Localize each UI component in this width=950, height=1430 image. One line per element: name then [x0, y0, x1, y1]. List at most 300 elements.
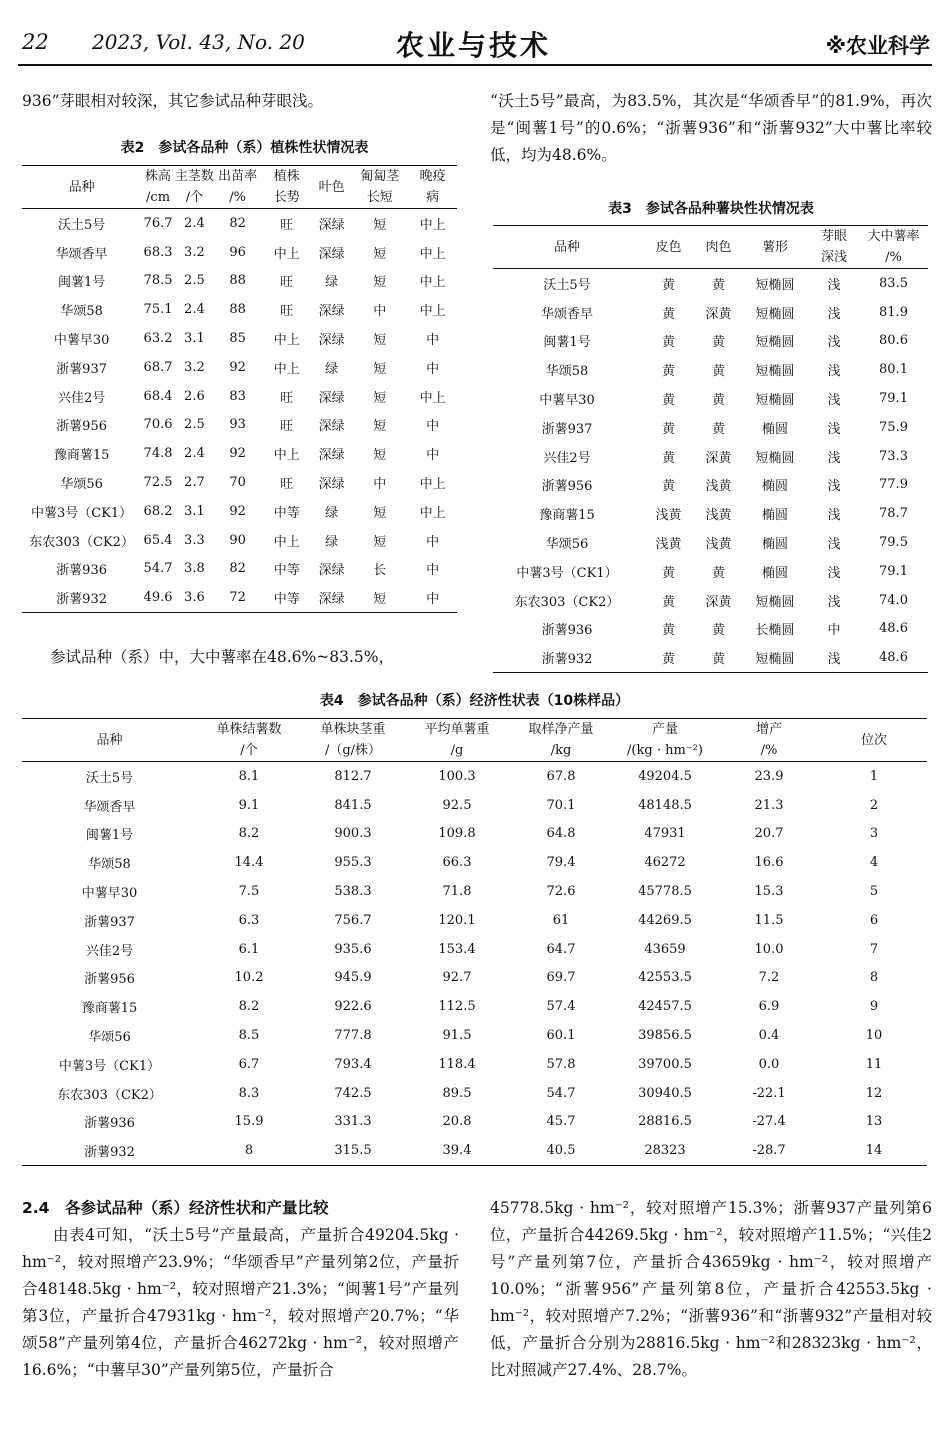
table-cell: 5	[869, 884, 879, 900]
table2-header-4: 植株	[273, 169, 300, 184]
table-cell: 中上	[273, 333, 300, 349]
table-cell: 109.8	[438, 826, 476, 842]
table-cell: 中	[426, 563, 440, 579]
table-cell: 92.7	[442, 970, 472, 986]
table-cell: 3.1	[184, 503, 205, 519]
table-cell: 7.2	[758, 970, 780, 986]
table-cell: 短	[373, 275, 387, 291]
table-row	[22, 935, 927, 964]
table-row	[22, 238, 457, 267]
table4-header-1-unit: /个	[197, 740, 301, 762]
table-cell: 浙薯937	[541, 421, 593, 437]
table-cell: 黄	[711, 335, 725, 351]
table-cell: 78.5	[143, 273, 173, 289]
table-cell: 85	[229, 331, 246, 347]
table-cell: -27.4	[752, 1114, 786, 1130]
table-cell: -22.1	[752, 1085, 786, 1101]
table3-header-4-unit: 深浅	[809, 247, 859, 269]
table-cell: 中上	[273, 246, 300, 262]
table-cell: 6.9	[758, 999, 780, 1015]
paragraph-text: “沃土5号”最高，为83.5%，其次是“华颂香早”的81.9%，再次是“闽薯1号”的0.6%；“浙薯936”和“浙薯932”大中薯比率较低，均为48.6%。	[490, 92, 932, 164]
paragraph-text: 45778.5kg · hm⁻²，较对照增产15.3%；浙薯937产量列第6位，产量折合44269.5kg · hm⁻²，较对照增产11.5%；“兴佳2号”产量列第7位，产量折合43659kg · hm⁻²，较对照增产10.0%；“浙薯956”产量列第8位，产量折合42553.5kg · hm⁻²，较对照增产7.2%；“浙薯936”和“浙薯932”产量相对较低，产量折合分别为28816.5kg · hm⁻²和28323kg · hm⁻²，比对照减产27.4%、28.7%。	[490, 1199, 932, 1379]
table-cell: 2.5	[184, 273, 205, 289]
table-cell: 椭圆	[761, 537, 788, 553]
table-cell: 旺	[280, 419, 294, 435]
table-cell: 74.0	[879, 592, 908, 608]
table-cell: 黄	[661, 623, 675, 639]
table-cell: 92	[229, 359, 246, 375]
table-row	[22, 762, 927, 791]
table-cell: 中等	[273, 563, 300, 579]
table-cell: 6.1	[238, 941, 260, 957]
paragraph-text: 由表4可知，“沃土5号”产量最高，产量折合49204.5kg · hm⁻²，较对照增产23.9%；“华颂香早”产量列第2位，产量折合48148.5kg · hm⁻²，较对照增产21.3%；“闽薯1号”产量列第3位，产量折合47931kg · hm⁻²，较对照增产20.7%；“华颂58”产量列第4位，产量折合46272kg · hm⁻²，较对照增产16.6%；“中薯早30”产量列第5位，产量折合	[22, 1226, 459, 1379]
table2-header-0: 品种	[22, 166, 141, 209]
table2-header-7: 晚疫	[419, 169, 446, 184]
table-row	[22, 497, 457, 526]
table3-header-0: 品种	[493, 226, 641, 269]
table-cell: 112.5	[438, 999, 476, 1015]
table-cell: 793.4	[334, 1056, 372, 1072]
table-cell: 49.6	[143, 590, 173, 606]
table-cell: 浅	[827, 537, 841, 553]
table-cell: 80.6	[879, 333, 908, 349]
table-cell: 黄	[711, 421, 725, 437]
table-cell: 短椭圆	[755, 364, 795, 380]
table3	[493, 225, 928, 673]
table-cell: 深黄	[705, 450, 732, 466]
table-row	[22, 877, 927, 906]
table-cell: 72.6	[546, 884, 576, 900]
table-row	[22, 353, 457, 382]
table-cell: 11.5	[754, 912, 784, 928]
table-cell: 沃土5号	[85, 770, 134, 786]
table-cell: 78.7	[879, 506, 908, 522]
table-cell: 兴佳2号	[543, 450, 591, 466]
table-cell: 华颂香早	[83, 799, 136, 815]
table-cell: 7.5	[238, 884, 260, 900]
table-cell: 83	[229, 388, 246, 404]
table-cell: 黄	[661, 565, 675, 581]
table4-header-7: 位次	[821, 719, 927, 762]
table2-header-6: 匍匐茎	[360, 169, 400, 184]
table4-header-1: 单株结薯数	[216, 722, 282, 737]
table-cell: 935.6	[334, 941, 372, 957]
table3-header-5-unit: /%	[859, 247, 928, 269]
table-cell: 79.1	[879, 563, 908, 579]
table-row	[22, 267, 457, 296]
table-cell: 45778.5	[638, 884, 692, 900]
table-cell: 深绿	[318, 419, 345, 435]
table-row	[493, 384, 928, 413]
table-cell: 70.1	[546, 797, 576, 813]
table-cell: 中等	[273, 592, 300, 608]
table-cell: 短椭圆	[755, 335, 795, 351]
table-cell: 69.7	[546, 970, 576, 986]
table-cell: 浙薯932	[84, 1145, 135, 1161]
table2-header-3: 出苗率	[218, 169, 258, 184]
table-cell: 短	[373, 534, 387, 550]
table-cell: 中上	[419, 505, 446, 521]
table-cell: 2.4	[184, 302, 205, 318]
table-cell: 沃土5号	[543, 277, 591, 293]
table-cell: 57.4	[546, 999, 576, 1015]
table-cell: 20.8	[442, 1114, 472, 1130]
table-cell: 3.1	[184, 331, 205, 347]
table-row	[493, 643, 928, 672]
table4-caption: 表4 参试各品种（系）经济性状表（10株样品）	[319, 693, 630, 709]
left-top-paragraph	[22, 88, 467, 115]
table-cell: 8.3	[238, 1085, 260, 1101]
table-cell: 黄	[711, 364, 725, 380]
table4-header-4: 取样净产量	[528, 722, 594, 737]
table-cell: 331.3	[334, 1114, 372, 1130]
table-cell: 2.7	[184, 475, 205, 491]
table-cell: 浙薯956	[84, 972, 135, 988]
table-cell: 92.5	[442, 797, 472, 813]
table-cell: 73.3	[879, 448, 908, 464]
table-row	[22, 820, 927, 849]
table-cell: 浅黄	[655, 537, 682, 553]
table-cell: 华颂58	[88, 857, 131, 873]
table-cell: 深绿	[318, 333, 345, 349]
right-top-paragraph	[490, 88, 932, 169]
table-cell: 4	[869, 855, 879, 871]
table-cell: 长	[373, 563, 387, 579]
table-cell: 48.6	[879, 650, 908, 666]
table-row	[22, 791, 927, 820]
table-cell: 短	[373, 505, 387, 521]
table-cell: 深绿	[318, 304, 345, 320]
table-cell: 2	[869, 797, 879, 813]
table-cell: 浙薯932	[56, 592, 107, 608]
table-cell: 60.1	[546, 1028, 576, 1044]
table-cell: 黄	[711, 565, 725, 581]
table-cell: 黄	[661, 393, 675, 409]
table-cell: 61	[552, 912, 570, 928]
table-row	[22, 1050, 927, 1079]
table2-header-5: 叶色	[312, 166, 351, 209]
table-row	[493, 528, 928, 557]
table-cell: 浅	[827, 364, 841, 380]
table-cell: 3.6	[184, 590, 205, 606]
table-cell: 39700.5	[638, 1056, 692, 1072]
table-cell: 中	[426, 361, 440, 377]
table-cell: -28.7	[752, 1143, 786, 1159]
table-cell: 长椭圆	[755, 623, 795, 639]
table-cell: 75.9	[879, 419, 908, 435]
table-row	[22, 468, 457, 497]
table-cell: 深绿	[318, 390, 345, 406]
table-cell: 短	[373, 361, 387, 377]
table-cell: 8.5	[238, 1028, 260, 1044]
table-cell: 深绿	[318, 477, 345, 493]
table-cell: 中薯3号（CK1）	[516, 565, 618, 581]
table3-header-1: 皮色	[641, 226, 696, 269]
table-cell: 中	[373, 477, 387, 493]
table-cell: 64.7	[546, 941, 576, 957]
table-cell: 绿	[325, 361, 339, 377]
table-cell: 70	[229, 475, 246, 491]
table-cell: 23.9	[754, 768, 784, 784]
table4-header-6-unit: /%	[717, 740, 821, 762]
table-cell: 浅	[827, 652, 841, 668]
table-cell: 浅	[827, 594, 841, 610]
table-cell: 44269.5	[638, 912, 692, 928]
table-cell: 深黄	[705, 594, 732, 610]
page-number: 22	[22, 30, 49, 54]
table-cell: 1	[869, 768, 879, 784]
table-cell: 6.3	[238, 912, 260, 928]
table-row	[22, 1079, 927, 1108]
table-cell: 豫商薯15	[539, 508, 595, 524]
table-cell: 30940.5	[638, 1085, 692, 1101]
table-cell: 浙薯932	[541, 652, 593, 668]
table-row	[493, 499, 928, 528]
table-cell: 浙薯936	[56, 563, 107, 579]
table-cell: 浅	[827, 565, 841, 581]
table-cell: 28323	[644, 1143, 686, 1159]
table4-header-5: 产量	[651, 722, 678, 737]
table-cell: 92	[229, 503, 246, 519]
table-cell: 东农303（CK2）	[57, 1087, 162, 1103]
table-cell: 黄	[661, 652, 675, 668]
left-mid-paragraph	[50, 644, 470, 671]
table-cell: 华颂56	[88, 1030, 131, 1046]
table-row	[493, 355, 928, 384]
table-cell: 88	[229, 302, 246, 318]
section-label: ※农业科学	[825, 34, 930, 58]
table-cell: 900.3	[334, 826, 372, 842]
table-row	[22, 583, 457, 612]
table-cell: 76.7	[143, 215, 173, 231]
table-cell: 华颂56	[545, 537, 589, 553]
table-cell: 华颂58	[545, 364, 589, 380]
table-cell: 7	[869, 941, 879, 957]
table-row	[493, 298, 928, 327]
table-cell: 浙薯956	[56, 419, 107, 435]
table-cell: 中上	[419, 217, 446, 233]
table-cell: 旺	[280, 390, 294, 406]
table-cell: 东农303（CK2）	[29, 534, 134, 550]
table-cell: 9	[869, 999, 879, 1015]
table-cell: 71.8	[442, 884, 472, 900]
table-cell: 浅黄	[705, 508, 732, 524]
table-cell: 绿	[325, 505, 339, 521]
table-cell: 74.8	[143, 446, 173, 462]
table4-header-5-unit: /(kg · hm⁻²)	[613, 740, 717, 762]
table-row	[22, 1021, 927, 1050]
table-cell: 华颂香早	[540, 306, 593, 322]
table-row	[22, 555, 457, 584]
table-cell: 中上	[419, 275, 446, 291]
table-cell: 8.2	[238, 826, 260, 842]
table-cell: 2.4	[184, 446, 205, 462]
table-cell: 闽薯1号	[57, 275, 106, 291]
table-cell: 3.8	[184, 561, 205, 577]
table-row	[493, 615, 928, 644]
table-cell: 9.1	[238, 797, 260, 813]
table-cell: 深绿	[318, 217, 345, 233]
table-row	[22, 382, 457, 411]
table-cell: 中薯早30	[53, 333, 110, 349]
table4	[22, 718, 927, 1166]
table-row	[493, 442, 928, 471]
table-cell: 0.4	[758, 1028, 780, 1044]
table-row	[493, 269, 928, 298]
table-cell: 中	[426, 419, 440, 435]
table-cell: 短	[373, 333, 387, 349]
table-cell: 中	[827, 623, 841, 639]
table-cell: 黄	[661, 450, 675, 466]
table-cell: 黄	[661, 421, 675, 437]
table-cell: 浙薯936	[541, 623, 593, 639]
table-cell: 8	[869, 970, 879, 986]
table2-header-1: 株高	[145, 169, 172, 184]
table-row	[22, 964, 927, 993]
table2-header-2-unit: /个	[175, 187, 214, 209]
table-cell: 旺	[280, 275, 294, 291]
table-cell: 96	[229, 244, 246, 260]
table-cell: 3.2	[184, 244, 205, 260]
journal-title: 农业与技术	[396, 29, 552, 62]
table-cell: 777.8	[334, 1028, 372, 1044]
header-rule	[18, 64, 932, 66]
table-cell: 80.1	[879, 362, 908, 378]
table-cell: 浅	[827, 306, 841, 322]
table-cell: 豫商薯15	[81, 1001, 138, 1017]
table-cell: 深绿	[318, 246, 345, 262]
table-cell: 浅	[827, 450, 841, 466]
table-cell: 91.5	[442, 1028, 472, 1044]
table-cell: 65.4	[143, 532, 173, 548]
table3-header-5: 大中薯率	[867, 229, 920, 244]
table-cell: 浙薯936	[84, 1116, 135, 1132]
table-cell: 中	[426, 448, 440, 464]
table-cell: 旺	[280, 304, 294, 320]
table-cell: 77.9	[879, 477, 908, 493]
table-cell: 28816.5	[638, 1114, 692, 1130]
table-cell: 43659	[644, 941, 686, 957]
table-cell: 深绿	[318, 563, 345, 579]
table-cell: 中薯早30	[81, 886, 138, 902]
table-cell: 315.5	[334, 1143, 372, 1159]
table-cell: 15.9	[234, 1114, 264, 1130]
table-cell: 中	[426, 592, 440, 608]
table-cell: 10.0	[754, 941, 784, 957]
table-cell: 756.7	[334, 912, 372, 928]
paragraph-text: 参试品种（系）中，大中薯率在48.6%~83.5%，	[50, 648, 394, 666]
table-cell: 豫商薯15	[53, 448, 110, 464]
table-cell: 48148.5	[638, 797, 692, 813]
table3-header-2: 肉色	[696, 226, 741, 269]
table-cell: 浙薯956	[541, 479, 593, 495]
table-cell: 812.7	[334, 768, 372, 784]
table-cell: 华颂56	[60, 477, 103, 493]
table-cell: 华颂香早	[55, 246, 108, 262]
table-cell: 841.5	[334, 797, 372, 813]
page-header	[0, 0, 950, 64]
table-cell: 短	[373, 246, 387, 262]
table-cell: 118.4	[438, 1056, 476, 1072]
table-cell: 深黄	[705, 306, 732, 322]
table-cell: 黄	[661, 479, 675, 495]
table-cell: 黄	[661, 277, 675, 293]
table-cell: 82	[229, 215, 246, 231]
table-row	[22, 411, 457, 440]
table-cell: 120.1	[438, 912, 476, 928]
table-cell: 0.0	[758, 1056, 780, 1072]
table2-header-7-unit: 病	[408, 187, 457, 209]
table-cell: 45.7	[546, 1114, 576, 1130]
section-heading: 2.4 各参试品种（系）经济性状和产量比较	[22, 1199, 329, 1217]
table-cell: 绿	[325, 275, 339, 291]
table-cell: 深绿	[318, 592, 345, 608]
table-cell: 3.2	[184, 359, 205, 375]
table-cell: 浅	[827, 393, 841, 409]
table-cell: 39.4	[442, 1143, 472, 1159]
table-cell: 中薯3号（CK1）	[30, 505, 133, 521]
table-cell: 742.5	[334, 1085, 372, 1101]
table-cell: 39856.5	[638, 1028, 692, 1044]
table-cell: 中	[426, 534, 440, 550]
table-cell: 短	[373, 448, 387, 464]
table-cell: 浅	[827, 421, 841, 437]
table4-header-2: 单株块茎重	[320, 722, 386, 737]
table-cell: 短	[373, 217, 387, 233]
table-cell: 沃土5号	[57, 217, 106, 233]
table-cell: 6	[869, 912, 879, 928]
table-cell: 兴佳2号	[57, 390, 106, 406]
table-cell: 短椭圆	[755, 306, 795, 322]
table-row	[22, 295, 457, 324]
table-cell: 49204.5	[638, 768, 692, 784]
table-cell: 旺	[280, 477, 294, 493]
table-cell: 浙薯937	[56, 361, 107, 377]
table-cell: 81.9	[879, 304, 908, 320]
table4-header-2-unit: /（g/株）	[301, 740, 405, 762]
table-cell: 2.6	[184, 388, 205, 404]
table-cell: 88	[229, 273, 246, 289]
table-cell: 15.3	[754, 884, 784, 900]
table-cell: 922.6	[334, 999, 372, 1015]
table3-header-4: 芽眼	[820, 229, 847, 244]
table-cell: 浅黄	[705, 479, 732, 495]
table-cell: 椭圆	[761, 565, 788, 581]
table-row	[22, 992, 927, 1021]
table-cell: 54.7	[143, 561, 173, 577]
table-cell: 6.7	[238, 1056, 260, 1072]
table3-caption: 表3 参试各品种薯块性状情况表	[608, 201, 814, 217]
table-cell: 68.2	[143, 503, 173, 519]
table-cell: 40.5	[546, 1143, 576, 1159]
table-cell: 黄	[661, 594, 675, 610]
table-cell: 中上	[419, 390, 446, 406]
table-cell: 闽薯1号	[543, 335, 591, 351]
table-cell: 955.3	[334, 855, 372, 871]
table-cell: 10	[865, 1028, 883, 1044]
table-cell: 67.8	[546, 768, 576, 784]
table-cell: 75.1	[143, 302, 173, 318]
table-cell: 89.5	[442, 1085, 472, 1101]
table-cell: 旺	[280, 217, 294, 233]
table-cell: 短椭圆	[755, 450, 795, 466]
table-cell: 79.1	[879, 391, 908, 407]
table-cell: 中薯3号（CK1）	[58, 1058, 161, 1074]
table-row	[22, 848, 927, 877]
table-cell: 13	[865, 1114, 883, 1130]
table-cell: 72.5	[143, 475, 173, 491]
table-row	[22, 526, 457, 555]
